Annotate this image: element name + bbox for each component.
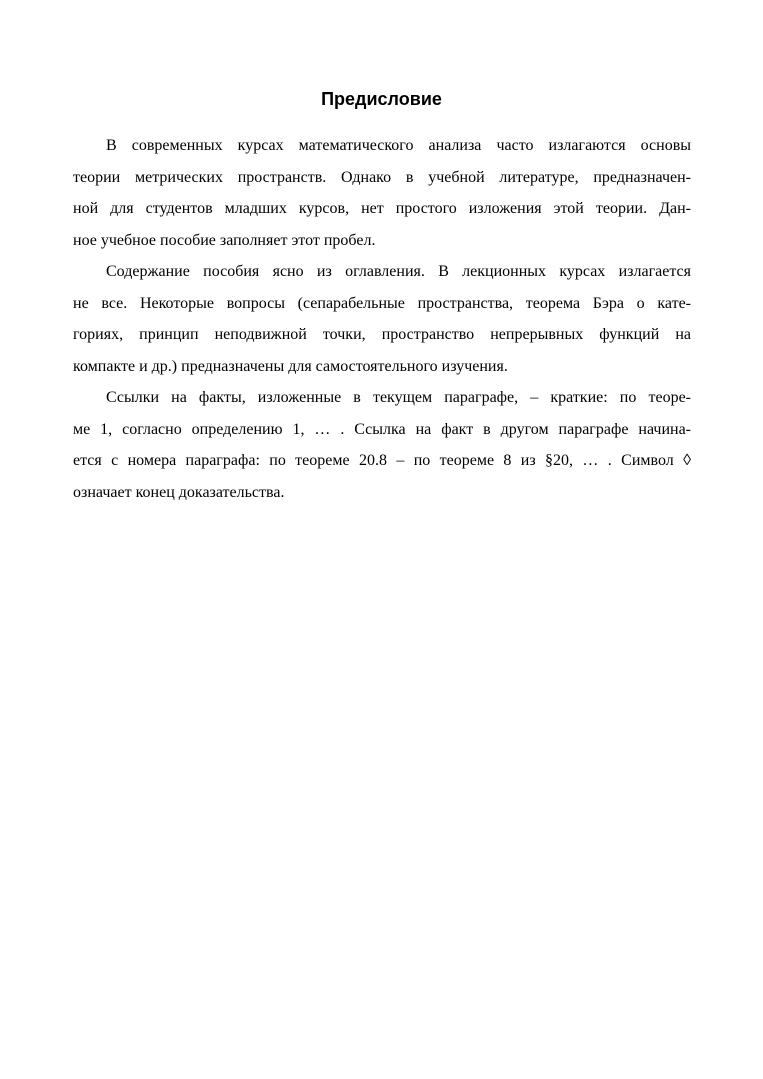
- text-line: Ссылки на факты, изложенные в текущем параграфе, – краткие: по теоре-: [106, 389, 691, 406]
- text-line: теории метрических пространств. Однако в учебной литературе, предназначен-: [73, 168, 691, 186]
- text-line: компакте и др.) предназначены для самостоятельного изучения.: [73, 357, 508, 375]
- preface-body: [73, 130, 691, 508]
- text-line: ное учебное пособие заполняет этот пробел.: [73, 231, 376, 249]
- page-title: Предисловие: [321, 89, 442, 109]
- text-line: не все. Некоторые вопросы (сепарабельные пространства, теорема Бэра о кате-: [73, 294, 691, 312]
- paragraph-2: [73, 256, 691, 382]
- paragraph-1: [73, 130, 691, 256]
- paragraph-3: [73, 382, 691, 508]
- text-line: Содержание пособия ясно из оглавления. В лекционных курсах излагается: [106, 263, 691, 280]
- text-line: означает конец доказательства.: [73, 483, 285, 501]
- text-line: ется с номера параграфа: по теореме 20.8 – по теореме 8 из §20, … . Символ ◊: [73, 452, 691, 469]
- text-line: гориях, принцип неподвижной точки, пространство непрерывных функций на: [73, 326, 691, 343]
- text-line: ме 1, согласно определению 1, … . Ссылка на факт в другом параграфе начина-: [73, 420, 691, 438]
- text-line: ной для студентов младших курсов, нет простого изложения этой теории. Дан-: [73, 200, 691, 217]
- text-line: В современных курсах математического анализа часто излагаются основы: [106, 137, 691, 154]
